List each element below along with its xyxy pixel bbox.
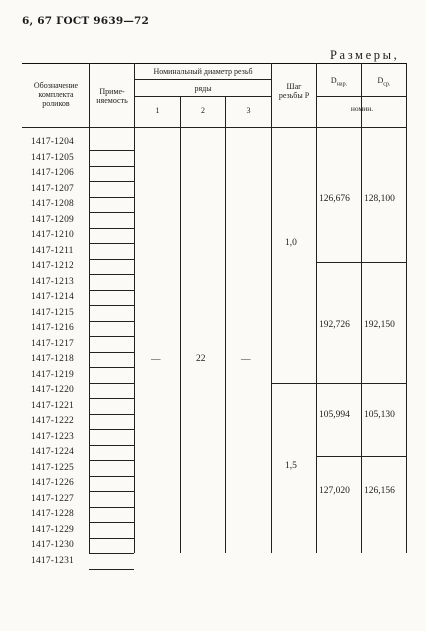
table-row: 1417-1214 bbox=[31, 292, 74, 302]
row1-value: — bbox=[151, 355, 161, 365]
d-group-divider-3 bbox=[316, 456, 407, 457]
col-header-rows: ряды bbox=[194, 84, 212, 93]
table-row: 1417-1222 bbox=[31, 416, 74, 426]
table-row: 1417-1231 bbox=[31, 555, 74, 566]
g1-d-sr: 128,100 bbox=[364, 194, 395, 204]
table-row: 1417-1216 bbox=[31, 323, 74, 333]
row-separator bbox=[89, 150, 134, 151]
row-separator bbox=[89, 197, 134, 198]
row-separator bbox=[89, 538, 134, 539]
table-row: 1417-1205 bbox=[31, 152, 74, 163]
row-separator bbox=[89, 522, 134, 523]
row-separator bbox=[89, 507, 134, 508]
g3-d-nar: 105,994 bbox=[319, 410, 350, 420]
table-row: 1417-1228 bbox=[31, 509, 74, 519]
page-header: 6, 67 ГОСТ 9639—72 bbox=[22, 15, 150, 27]
d-group-divider-1 bbox=[316, 262, 407, 263]
g2-d-nar: 192,726 bbox=[319, 320, 350, 330]
row-separator bbox=[89, 336, 134, 337]
col-header-nominal: номин. bbox=[350, 104, 374, 113]
row-separator bbox=[89, 445, 134, 446]
col-line-7 bbox=[361, 63, 362, 553]
g3-d-sr: 105,130 bbox=[364, 410, 395, 420]
col-header-d-sr: $D_{ср.}$ bbox=[377, 76, 391, 88]
row-separator bbox=[89, 352, 134, 353]
table-row: 1417-1219 bbox=[31, 369, 74, 380]
g2-d-sr: 192,150 bbox=[364, 320, 395, 330]
table-row: 1417-1217 bbox=[31, 338, 74, 349]
table-row: 1417-1218 bbox=[31, 354, 74, 364]
table-row: 1417-1221 bbox=[31, 400, 74, 411]
d-group-divider-2 bbox=[316, 383, 407, 384]
row-separator bbox=[89, 212, 134, 213]
table-row: 1417-1223 bbox=[31, 431, 74, 442]
g4-d-nar: 127,020 bbox=[319, 486, 350, 496]
pitch-value-b: 1,5 bbox=[285, 461, 297, 471]
col-header-d-nar: $D_{нар.}$ bbox=[330, 76, 348, 88]
g1-d-nar: 126,676 bbox=[319, 194, 350, 204]
table-row: 1417-1230 bbox=[31, 540, 74, 550]
table-row: 1417-1226 bbox=[31, 478, 74, 488]
col-header-row1: 1 bbox=[155, 106, 160, 115]
row-separator bbox=[89, 181, 134, 182]
row-separator bbox=[89, 259, 134, 260]
col-header-row2: 2 bbox=[201, 106, 205, 115]
col-line-4 bbox=[225, 96, 226, 553]
header-divider-rows bbox=[134, 96, 271, 97]
row-separator bbox=[89, 274, 134, 275]
g4-d-sr: 126,156 bbox=[364, 486, 395, 496]
row-separator bbox=[89, 398, 134, 399]
row-separator bbox=[89, 569, 134, 570]
table-row: 1417-1210 bbox=[31, 230, 74, 240]
table-row: 1417-1207 bbox=[31, 183, 74, 194]
table-row: 1417-1215 bbox=[31, 307, 74, 318]
col-line-8 bbox=[406, 63, 407, 553]
row-separator bbox=[89, 553, 134, 554]
col-line-3 bbox=[180, 96, 181, 553]
row-separator bbox=[89, 290, 134, 291]
table-row: 1417-1227 bbox=[31, 493, 74, 504]
table-row: 1417-1224 bbox=[31, 447, 74, 457]
table-row: 1417-1220 bbox=[31, 385, 74, 395]
row-separator bbox=[89, 429, 134, 430]
col-header-pitch: Шаг резьбы P bbox=[278, 82, 310, 101]
table-row: 1417-1225 bbox=[31, 462, 74, 473]
row-separator bbox=[89, 321, 134, 322]
table-row: 1417-1209 bbox=[31, 214, 74, 225]
row-separator bbox=[89, 228, 134, 229]
col-header-nominal-diameter: Номинальный диаметр резьб bbox=[153, 67, 253, 76]
table-row: 1417-1204 bbox=[31, 137, 74, 147]
col-header-row3: 3 bbox=[246, 106, 251, 115]
row-separator bbox=[89, 383, 134, 384]
col-line-1 bbox=[89, 63, 90, 553]
row-separator bbox=[89, 367, 134, 368]
table-row: 1417-1206 bbox=[31, 168, 74, 178]
table-row: 1417-1208 bbox=[31, 199, 74, 209]
pitch-group-divider bbox=[271, 383, 316, 384]
table-row: 1417-1211 bbox=[31, 245, 74, 256]
header-divider-nominal bbox=[134, 79, 271, 80]
col-line-2 bbox=[134, 63, 135, 553]
row-separator bbox=[89, 476, 134, 477]
table-row: 1417-1212 bbox=[31, 261, 74, 271]
row3-value: — bbox=[241, 355, 251, 365]
row-separator bbox=[89, 305, 134, 306]
row-separator bbox=[89, 243, 134, 244]
col-header-designation: Обозначение комплекта роликов bbox=[33, 81, 79, 109]
row-separator bbox=[89, 414, 134, 415]
row-separator bbox=[89, 166, 134, 167]
row2-value: 22 bbox=[196, 354, 206, 364]
table-row: 1417-1213 bbox=[31, 276, 74, 287]
header-bottom-border bbox=[22, 127, 407, 128]
table-row: 1417-1229 bbox=[31, 524, 74, 535]
pitch-value-a: 1,0 bbox=[285, 238, 297, 248]
col-header-applicability: Приме-няемость bbox=[96, 87, 128, 106]
units-label: Размеры, bbox=[330, 48, 400, 62]
table-top-border bbox=[22, 63, 407, 64]
col-line-5 bbox=[271, 63, 272, 553]
row-separator bbox=[89, 460, 134, 461]
col-line-6 bbox=[316, 63, 317, 553]
row-separator bbox=[89, 491, 134, 492]
